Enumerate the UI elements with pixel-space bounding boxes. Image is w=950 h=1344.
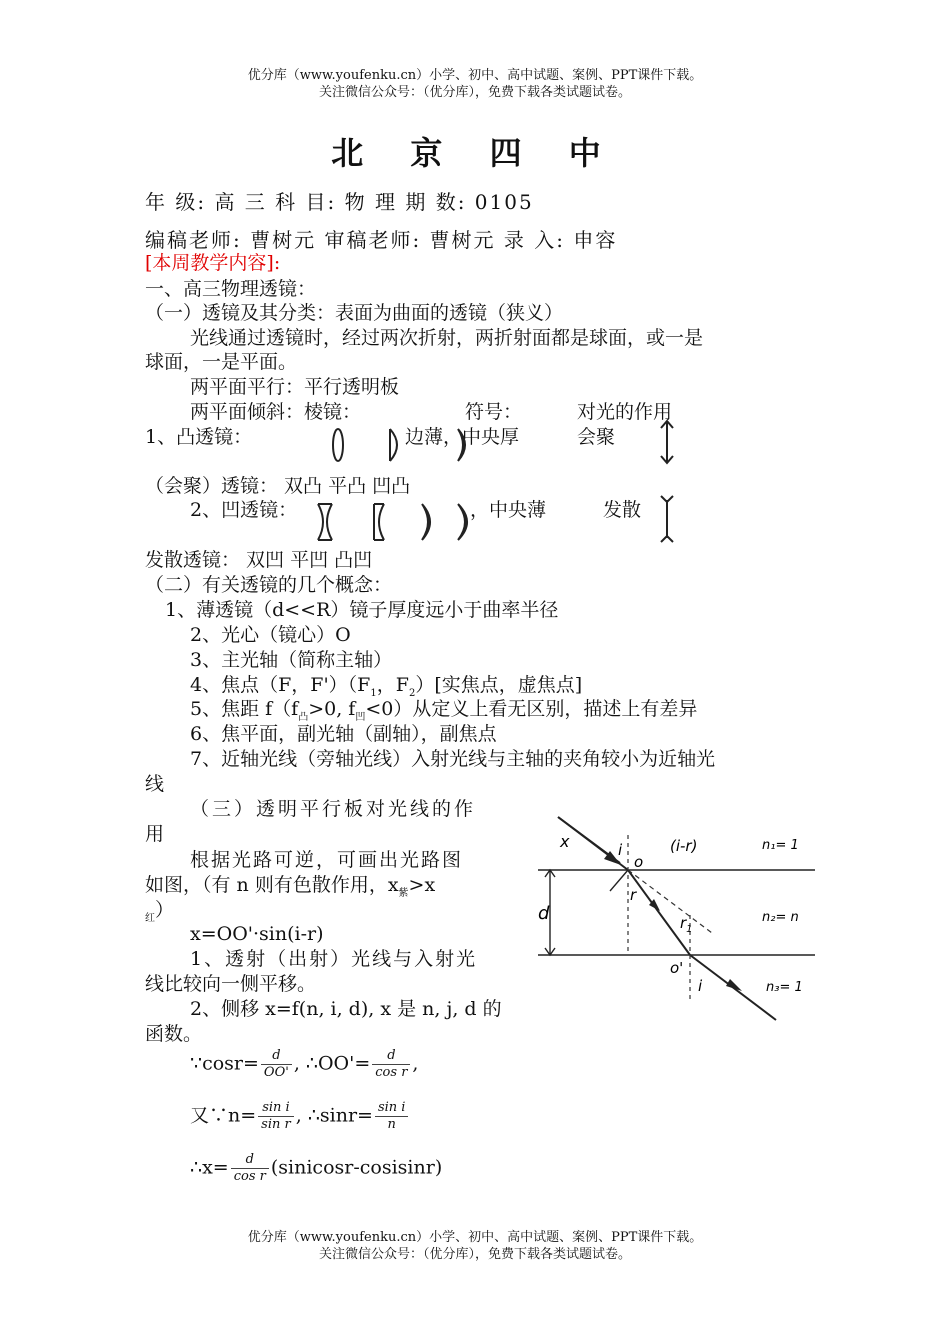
extended-incident-ray [628, 870, 712, 933]
content-line: （二）有关透镜的几个概念： [145, 574, 393, 596]
label-o-prime: o' [670, 959, 684, 977]
header-line-1: 优分库（www.youfenku.cn）小学、初中、高中试题、案例、PPT课件下载。 [247, 68, 703, 83]
header-line-2: 关注微信公众号：（优分库），免费下载各类试题试卷。 [318, 85, 631, 100]
biconcave-lens-icon [318, 504, 332, 540]
formula-3: ∴x= $\frac{d}{\text{cos r}}$ (sinicosr-cosisinr) [190, 1152, 443, 1184]
label-i-exit: i [698, 977, 703, 995]
offset-x-line [610, 870, 628, 891]
label-d: d [538, 903, 550, 924]
content-line: （三）透明平行板对光线的作 [190, 798, 477, 820]
convexo-concave-lens-icon [422, 504, 430, 540]
label-n2: n₂= n [762, 910, 799, 925]
content-line: 两平面倾斜：棱镜： [190, 401, 362, 423]
label-x: x [560, 832, 570, 851]
plano-convex-lens-icon [390, 429, 397, 461]
content-line: 发散透镜： 双凹 平凹 凸凹 [145, 549, 373, 571]
content-line: 7、近轴光线（旁轴光线）入射光线与主轴的夹角较小为近轴光 [190, 748, 716, 770]
section-label: [本周教学内容]: [145, 252, 281, 274]
info-line-1: 年 级: 高 三 科 目: 物 理 期 数: 0105 [145, 190, 534, 214]
diverging-lens-symbol-icon [655, 494, 679, 544]
content-line: 对光的作用 [577, 401, 673, 423]
formula-1: ∵cosr= $\frac{d}{OO'}$ , ∴OO'= $\frac{d}{\text{cos r}}$ , [190, 1048, 419, 1080]
refracted-ray [628, 870, 690, 955]
page-title: 北 京 四 中 [331, 134, 619, 172]
content-line: x=OO'·sin(i-r) [190, 923, 324, 945]
content-line: 1、薄透镜（d<<R）镜子厚度远小于曲率半径 [165, 599, 559, 621]
content-line: 球面，一是平面。 [145, 351, 298, 373]
label-i-minus-r: (i-r) [670, 837, 698, 855]
content-line: 根据光路可逆，可画出光路图 [190, 849, 464, 871]
meniscus-lens-icon [458, 504, 467, 540]
concavo-convex-lens-icon [458, 429, 465, 461]
content-line: 线 [145, 773, 165, 795]
footer-line-1: 优分库（www.youfenku.cn）小学、初中、高中试题、案例、PPT课件下载。 [247, 1230, 703, 1245]
content-line: 2、光心（镜心）O [190, 624, 351, 646]
converging-lens-symbol-icon [655, 418, 679, 466]
parallel-plate-diagram [530, 795, 820, 1035]
content-line: 两平面平行：平行透明板 [190, 376, 400, 398]
content-line: ，中央薄 [470, 499, 547, 521]
content-line: 光线通过透镜时，经过两次折射，两折射面都是球面，或一是 [190, 327, 704, 349]
content-line: 发散 [603, 499, 642, 521]
content-line: 符号： [465, 401, 523, 423]
content-line: 会聚 [577, 426, 616, 448]
footer-line-2: 关注微信公众号：（优分库），免费下载各类试题试卷。 [318, 1247, 631, 1262]
label-n1: n₁= 1 [762, 838, 799, 853]
content-line: 1、凸透镜： [145, 426, 253, 448]
concave-lens-shapes [310, 496, 480, 548]
convex-lens-shapes [320, 420, 480, 470]
content-line: 如图，（有 n 则有色散作用，$x_紫>x$ [145, 874, 436, 899]
label-r: r [630, 886, 637, 904]
content-line: 5、焦距 $f(f_凸>0$, $f_凹<0$）从定义上看无区别，描述上有差异 [190, 698, 698, 723]
content-line: 4、焦点（F，$F')(F_1$，$F_2$）[实焦点，虚焦点] [190, 674, 583, 699]
label-i: i [618, 841, 623, 859]
content-line: 一、高三物理透镜： [145, 278, 317, 300]
formula-2: 又∵n= $\frac{\text{sin i}}{\text{sin r}}$ , ∴sinr= $\frac{\text{sin i}}{n}$ [190, 1100, 410, 1133]
content-line: 1、透射（出射）光线与入射光 [190, 948, 478, 970]
content-line: 2、侧移 x=f(n, i, d), x 是 n, j, d 的 [190, 998, 502, 1020]
label-r1: $r_1$ [680, 914, 693, 935]
plano-concave-lens-icon [374, 504, 384, 540]
label-n3: n₃= 1 [766, 980, 803, 995]
content-line: （会聚）透镜： 双凸 平凸 凹凸 [145, 475, 411, 497]
content-line: $_红$） [145, 899, 175, 924]
biconvex-lens-icon [333, 429, 343, 461]
content-line: 3、主光轴（简称主轴） [190, 649, 393, 671]
content-line: 用 [145, 823, 165, 845]
content-line: 6、焦平面，副光轴（副轴），副焦点 [190, 723, 497, 745]
content-line: 线比较向一侧平移。 [145, 973, 317, 995]
content-line: 函数。 [145, 1023, 203, 1045]
content-line: （一）透镜及其分类：表面为曲面的透镜（狭义） [145, 302, 564, 324]
label-o: o [634, 853, 644, 871]
info-line-2: 编稿老师: 曹树元 审稿老师: 曹树元 录 入: 申容 [145, 228, 618, 252]
content-line: 边薄，中央厚 [405, 426, 520, 448]
content-line: 2、凹透镜： [190, 499, 298, 521]
